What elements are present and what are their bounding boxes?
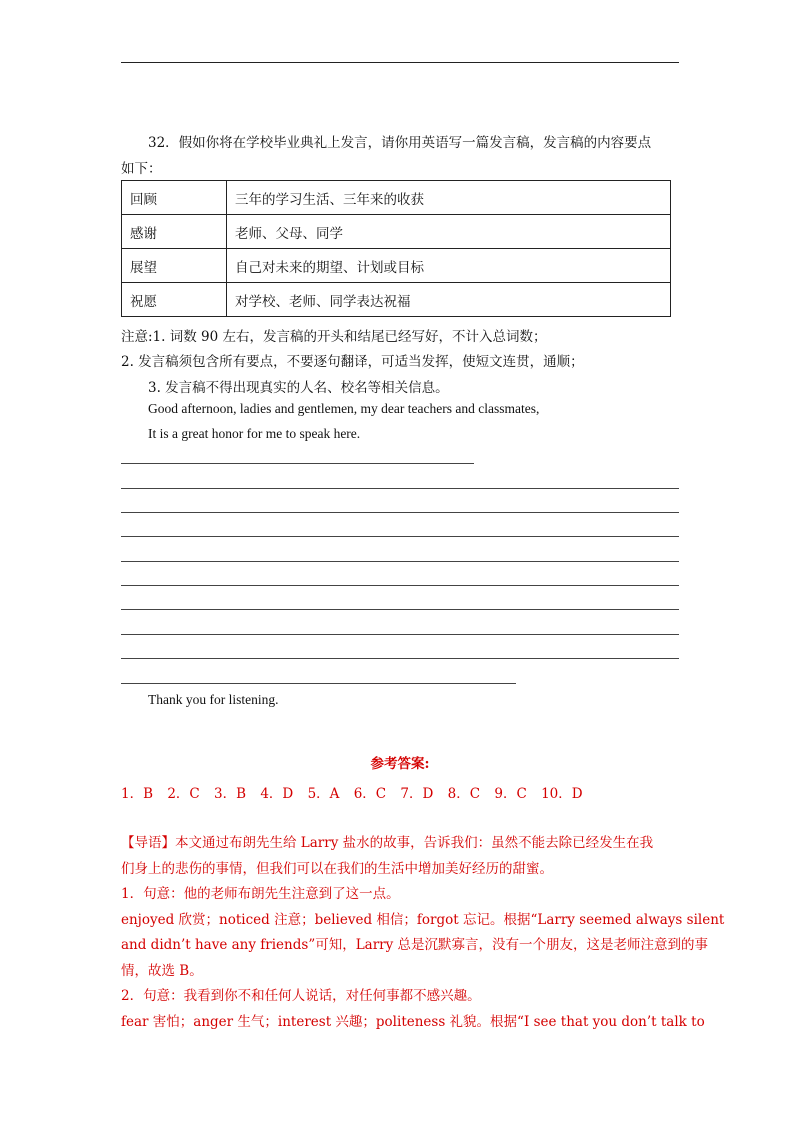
- point-label: 展望: [122, 249, 227, 283]
- answer-item: 2．C: [167, 786, 200, 802]
- content-points-table: [121, 180, 671, 317]
- answer-blank-line: [121, 658, 679, 659]
- q1-explanation-line-2: and didn’t have any friends”可知，Larry 总是沉默寡言，没有一个朋友，这是老师注意到的事: [121, 937, 709, 953]
- point-content: 三年的学习生活、三年来的收获: [227, 181, 671, 215]
- answer-blank-line: [121, 683, 516, 684]
- header-rule: [121, 62, 679, 63]
- answer-item: 4．D: [260, 786, 294, 802]
- answer-key-list: [121, 782, 593, 802]
- answer-item: 6．C: [353, 786, 387, 802]
- answer-item: 9．C: [494, 786, 527, 802]
- answer-key-title: 参考答案:: [370, 756, 430, 772]
- point-label: 回顾: [122, 181, 227, 215]
- table-row: [122, 215, 671, 249]
- table-row: [122, 283, 671, 317]
- answer-item: 10．D: [541, 786, 583, 802]
- answer-blank-line: [121, 488, 679, 489]
- answer-blank-line: [121, 561, 679, 562]
- answer-item: 7．D: [400, 786, 434, 802]
- point-content: 对学校、老师、同学表达祝福: [227, 283, 671, 317]
- speech-closing: Thank you for listening.: [148, 692, 279, 707]
- point-content: 老师、父母、同学: [227, 215, 671, 249]
- q2-sentence-meaning: 2．句意：我看到你不和任何人说话，对任何事都不感兴趣。: [121, 988, 481, 1004]
- answer-item: 3．B: [214, 786, 247, 802]
- answer-blank-line: [121, 609, 679, 610]
- table-row: [122, 249, 671, 283]
- question-prompt-continuation: 如下：: [121, 161, 162, 177]
- q1-sentence-meaning: 1．句意：他的老师布朗先生注意到了这一点。: [121, 886, 400, 902]
- answer-blank-line: [121, 634, 679, 635]
- answer-blank-line: [121, 463, 474, 464]
- question-prompt: 32．假如你将在学校毕业典礼上发言，请你用英语写一篇发言稿，发言稿的内容要点: [148, 135, 652, 151]
- point-label: 祝愿: [122, 283, 227, 317]
- guide-text-line-2: 们身上的悲伤的事情，但我们可以在我们的生活中增加美好经历的甜蜜。: [121, 861, 553, 877]
- q1-explanation-line-1: enjoyed 欣赏；noticed 注意；believed 相信；forgot 忘记。根据“Larry seemed always silent: [121, 912, 725, 928]
- answer-blank-line: [121, 585, 679, 586]
- answer-item: 8．C: [447, 786, 481, 802]
- answer-item: 1．B: [121, 786, 154, 802]
- answer-blank-line: [121, 512, 679, 513]
- guide-text-line-1: 【导语】本文通过布朗先生给 Larry 盐水的故事，告诉我们：虽然不能去除已经发生在我: [121, 835, 654, 851]
- answer-blank-line: [121, 536, 679, 537]
- answer-item: 5．A: [307, 786, 340, 802]
- note-2: 2. 发言稿须包含所有要点，不要逐句翻译，可适当发挥，使短文连贯，通顺；: [121, 354, 584, 370]
- q1-explanation-line-3: 情，故选 B。: [121, 963, 203, 979]
- note-1: 注意:1. 词数 90 左右，发言稿的开头和结尾已经写好，不计入总词数；: [121, 329, 547, 345]
- note-3: 3. 发言稿不得出现真实的人名、校名等相关信息。: [148, 380, 449, 396]
- speech-opening-line-2: It is a great honor for me to speak here.: [148, 426, 361, 441]
- speech-opening-line-1: Good afternoon, ladies and gentlemen, my dear teachers and classmates,: [148, 401, 540, 416]
- point-label: 感谢: [122, 215, 227, 249]
- table-row: [122, 181, 671, 215]
- q2-explanation-line-1: fear 害怕；anger 生气；interest 兴趣；politeness 礼貌。根据“I see that you don’t talk to: [121, 1014, 705, 1030]
- point-content: 自己对未来的期望、计划或目标: [227, 249, 671, 283]
